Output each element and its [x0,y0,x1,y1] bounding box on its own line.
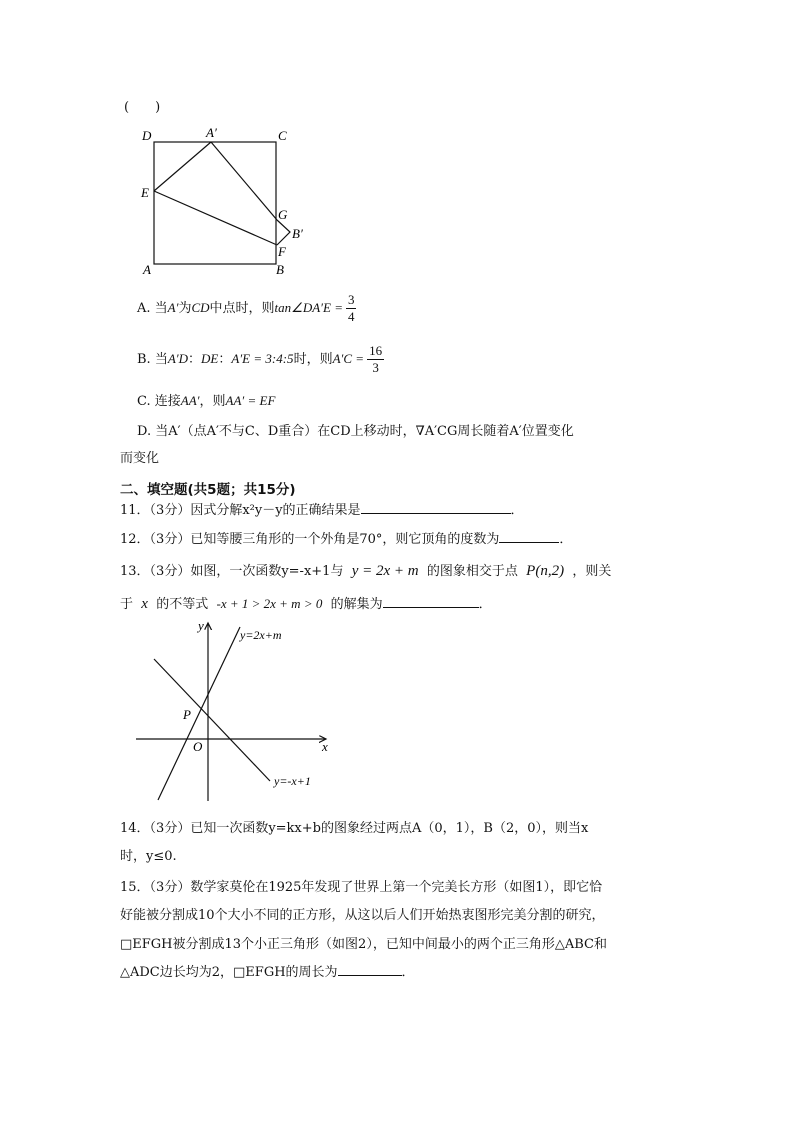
question-15-line1: 15．（3分）数学家莫伦在1925年发现了世界上第一个完美长方形（如图1），即它恰 [120,880,603,895]
line-y-neg-x-1 [154,659,270,781]
answer-blank-13 [383,607,479,608]
line-y-2x-m [158,627,240,800]
option-D-line1: D. 当A′（点A′不与C、D重合）在CD上移动时，∇A′CG周长随着A′位置变化 [137,424,574,439]
section-title: 二、填空题(共5题；共15分) [120,482,296,498]
label-G: G [278,207,288,222]
question-14-line2: 时，y≤0. [120,849,177,864]
answer-bracket: ( ) [124,100,161,115]
point-label-P: P [183,707,191,722]
question-13-line2: 于 x 的不等式 -x + 1 > 2x + m > 0 的解集为 ． [120,596,492,612]
question-12: 12．（3分）已知等腰三角形的一个外角是70°，则它顶角的度数为 ． [120,532,573,547]
option-D-line2: 而变化 [120,451,160,466]
question-11: 11．（3分）因式分解x²y－y的正确结果是 ． [120,503,524,518]
answer-blank-11 [361,513,511,514]
option-B: B. 当A′D：DE：A′E = 3:4:5时，则A′C = $\frac{16}{3}$ [137,343,383,375]
figure-square-fold [136,124,316,280]
answer-blank-15 [338,975,402,976]
label-C: C [278,128,287,143]
label-B-prime: B′ [292,226,303,241]
axis-label-y: y [198,618,204,633]
label-E: E [141,185,149,200]
label-B: B [276,262,284,277]
question-15-line4: △ADC边长均为2，□EFGH的周长为 ． [120,965,415,980]
label-A: A [143,262,151,277]
axis-label-x: x [322,739,328,754]
option-C: C. 连接AA′，则AA′ = EF [137,393,276,409]
label-F: F [278,244,286,259]
answer-blank-12 [499,542,559,543]
question-14-line1: 14．（3分）已知一次函数y=kx+b的图象经过两点A（0，1），B（2，0），则当x [120,821,589,836]
line-label-2: y=-x+1 [274,774,311,788]
label-D: D [142,128,152,143]
origin-label: O [193,739,203,754]
option-A: A. 当A′为CD中点时，则tan∠DA′E = $\frac{3}{4}$ [137,292,355,324]
line-label-1: y=2x+m [240,628,282,642]
figure-linear-functions [136,615,336,807]
label-A-prime: A′ [206,125,217,140]
question-15-line2: 好能被分割成10个大小不同的正方形，从这以后人们开始热衷图形完美分割的研究， [120,908,605,923]
question-15-line3: □EFGH被分割成13个小正三角形（如图2），已知中间最小的两个正三角形△ABC和 [120,937,607,952]
question-13-line1: 13．（3分）如图，一次函数y=-x+1与 y = 2x + m 的图象相交于点 P(n,2) ，则关 [120,563,612,579]
